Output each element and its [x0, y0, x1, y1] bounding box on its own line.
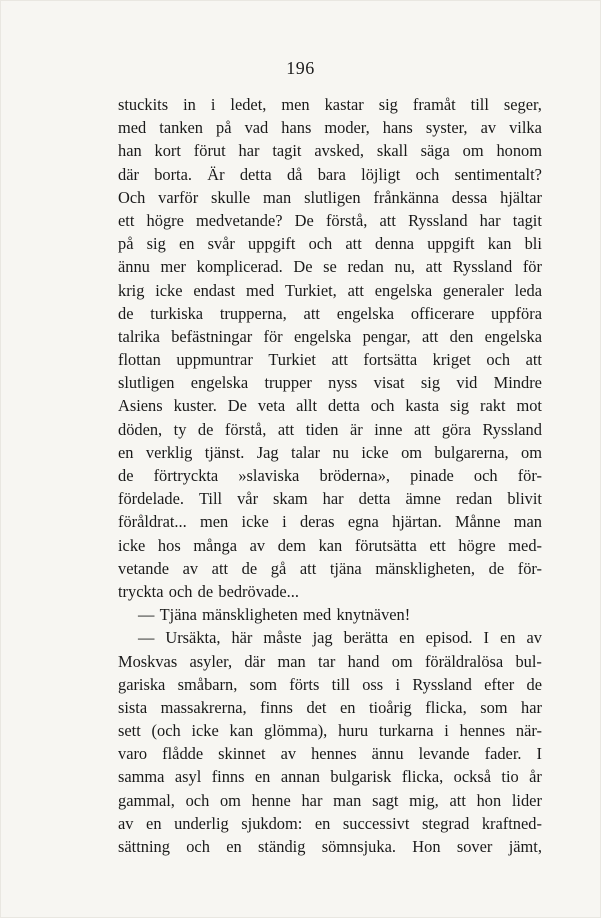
text-line: krig icke endast med Turkiet, att engelska generaler leda	[118, 280, 542, 300]
text-line: föråldrat... men icke i deras egna hjärtan. Månne man	[118, 512, 542, 532]
text-line: ett högre medvetande? De förstå, att Ryssland har tagit	[118, 210, 542, 230]
text-line: icke hos många av dem kan förutsätta ett högre med-	[118, 535, 542, 555]
text-line: varo flådde skinnet av hennes ännu levande fader. I	[118, 744, 542, 764]
text-line: flottan uppmuntrar Turkiet att fortsätta kriget och att	[118, 350, 542, 370]
text-line: tryckta och de bedrövade...	[118, 581, 299, 601]
text-line: de turkiska trupperna, att engelska officerare uppföra	[118, 303, 542, 323]
text-line: — Ursäkta, här måste jag berätta en episod. I en av	[138, 628, 542, 648]
text-line: sista massakrerna, finns det en tioårig flicka, som har	[118, 697, 542, 717]
text-line: vetande av att de gå att tjäna mänskligheten, de för-	[118, 558, 542, 578]
text-line: fördelade. Till vår skam har detta ämne redan blivit	[118, 489, 542, 509]
text-line: stuckits in i ledet, men kastar sig framåt till seger,	[118, 95, 542, 114]
text-line: gammal, och om henne har man sagt mig, att hon lider	[118, 790, 542, 810]
text-line: ännu mer komplicerad. De se redan nu, att Ryssland för	[118, 257, 542, 277]
text-line: på sig en svår uppgift och att denna uppgift kan bli	[118, 234, 542, 254]
body-text	[118, 93, 542, 858]
text-line: Och varför skulle man slutligen frånkänna dessa hjältar	[118, 187, 542, 207]
text-line: av en underlig sjukdom: en successivt stegrad kraftned-	[118, 813, 542, 833]
text-line: med tanken på vad hans moder, hans syster, av vilka	[118, 118, 542, 138]
text-line: där borta. Är detta då bara löjligt och sentimentalt?	[118, 164, 542, 184]
text-line: Asiens kuster. De veta allt detta och kasta sig rakt mot	[118, 396, 542, 416]
text-line: han kort förut har tagit avsked, skall säga om honom	[118, 141, 542, 161]
text-line: de förtryckta »slaviska bröderna», pinade och för-	[118, 466, 542, 485]
text-line: — Tjäna mänskligheten med knytnäven!	[138, 605, 411, 625]
page-number: 196	[286, 58, 315, 78]
text-line: sett (och icke kan glömma), huru turkarna i hennes när-	[118, 721, 542, 741]
text-line: talrika befästningar för engelska pengar, att den engelska	[118, 326, 542, 346]
text-line: samma asyl finns en annan bulgarisk flicka, också tio år	[118, 767, 542, 787]
text-line: döden, ty de förstå, att tiden är inne att göra Ryssland	[118, 419, 542, 439]
text-line: slutligen engelska trupper nyss visat sig vid Mindre	[118, 373, 542, 393]
text-line: gariska småbarn, som förts till oss i Ryssland efter de	[118, 674, 542, 694]
text-line: sättning och en ständig sömnsjuka. Hon sover jämt,	[118, 837, 542, 856]
text-line: en verklig tjänst. Jag talar nu icke om bulgarerna, om	[118, 442, 542, 462]
text-line: Moskvas asyler, där man tar hand om föräldralösa bul-	[118, 651, 542, 671]
